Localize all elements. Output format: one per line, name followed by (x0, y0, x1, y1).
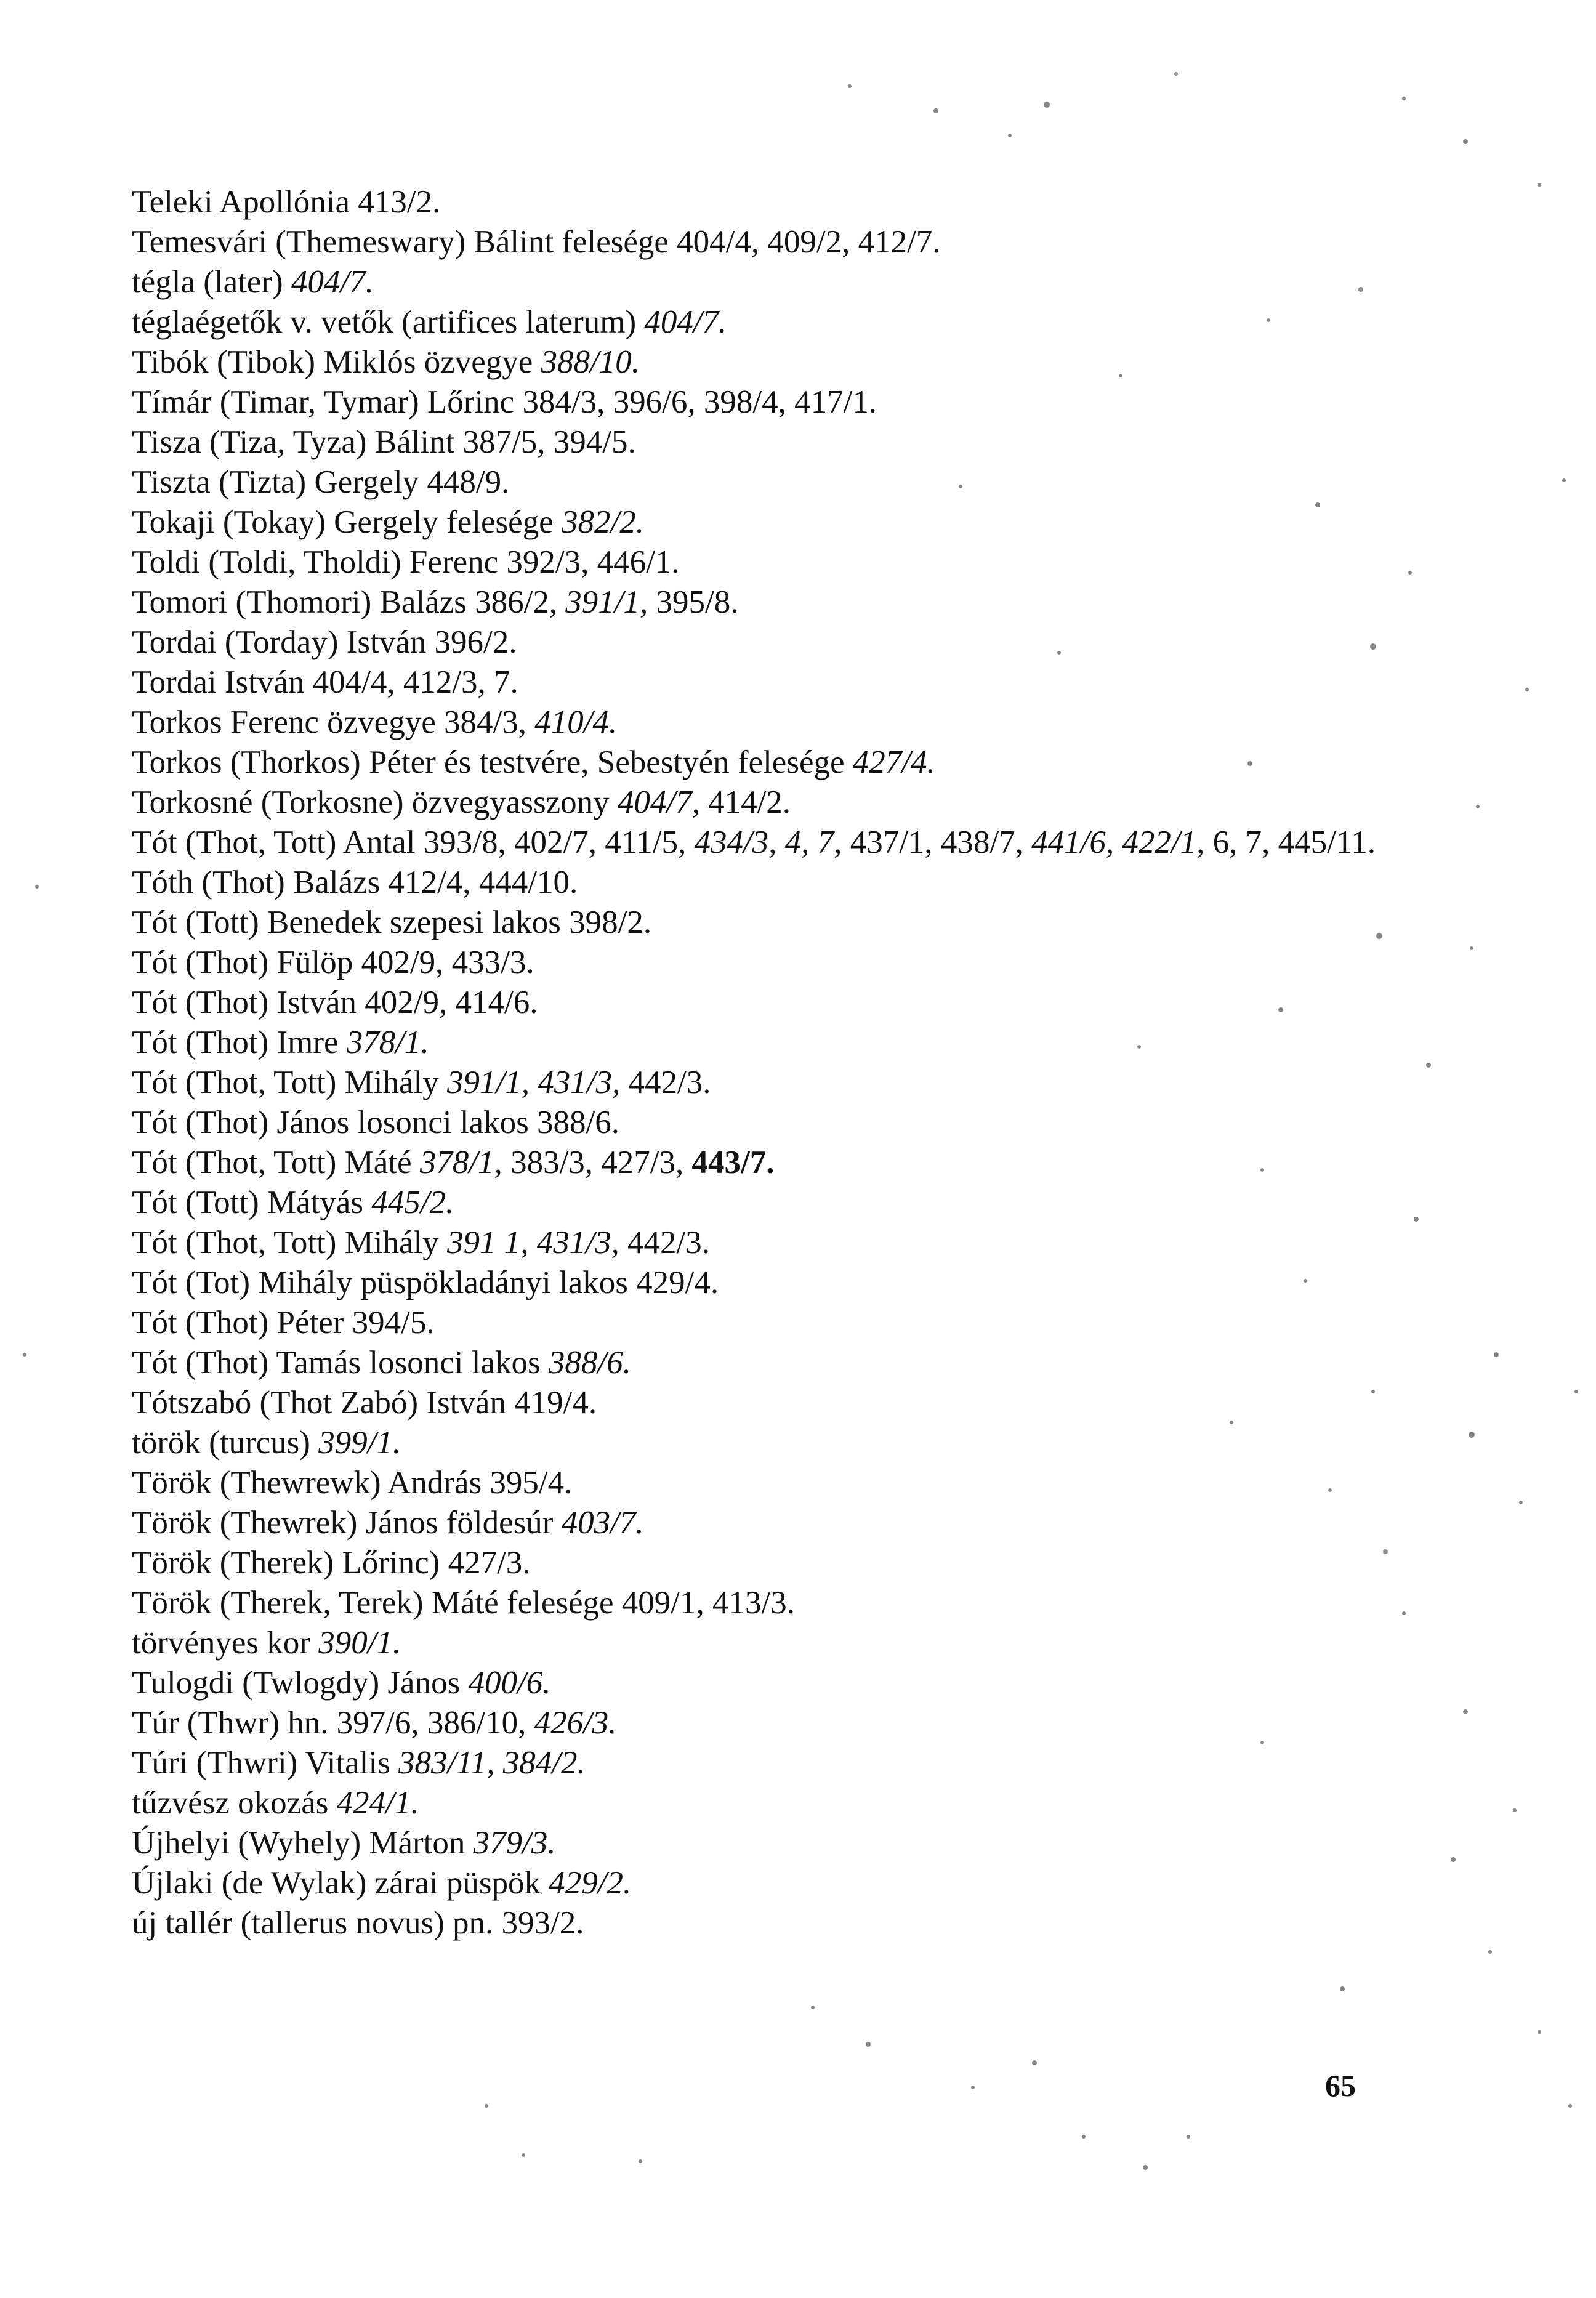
index-entry-segment: Tót (Thot) János losonci lakos 388/6. (132, 1105, 619, 1140)
index-entry (132, 1103, 1419, 1143)
index-entry (132, 1543, 1419, 1583)
index-entry-segment: 434/3, 4, 7, (694, 824, 842, 860)
index-entry-segment: 429/2. (549, 1865, 632, 1901)
index-entry (132, 1223, 1419, 1263)
index-entry-segment: 399/1. (318, 1425, 401, 1461)
index-entry-segment: Toldi (Toldi, Tholdi) Ferenc 392/3, 446/1. (132, 544, 680, 580)
index-entry (132, 1703, 1419, 1743)
index-entry-segment: 410/4. (534, 704, 618, 740)
index-entry (132, 903, 1419, 943)
index-entry-segment: Török (Thewrewk) András 395/4. (132, 1465, 573, 1501)
index-entry (132, 663, 1419, 703)
index-entry (132, 1663, 1419, 1703)
index-entry-segment: Tokaji (Tokay) Gergely felesége (132, 504, 562, 540)
index-entry-segment: tégla (later) (132, 264, 291, 300)
index-entry-segment: 442/3. (620, 1065, 711, 1100)
index-entry-segment: Tibók (Tibok) Miklós özvegye (132, 344, 541, 380)
index-entry-segment: tűzvész okozás (132, 1785, 337, 1821)
index-entry-segment: 6, 7, 445/11. (1204, 824, 1376, 860)
index-entry (132, 502, 1419, 542)
index-entry-segment: Tót (Thot) Fülöp 402/9, 433/3. (132, 945, 534, 980)
index-entry (132, 1383, 1419, 1423)
index-entry (132, 1183, 1419, 1223)
page-number: 65 (1325, 2068, 1356, 2103)
index-entry (132, 703, 1419, 743)
index-entry (132, 1463, 1419, 1503)
index-entry (132, 1303, 1419, 1343)
index-entry-segment: 403/7. (561, 1505, 644, 1541)
index-entry-segment: Túri (Thwri) Vitalis (132, 1745, 399, 1781)
index-entry-segment: 442/3. (619, 1225, 710, 1260)
index-entry-segment: 426/3. (534, 1705, 617, 1741)
index-entry-segment: Torkosné (Torkosne) özvegyasszony (132, 784, 618, 820)
index-entry (132, 222, 1419, 262)
index-entry-segment: 382/2. (561, 504, 644, 540)
index-entry-segment: Tiszta (Tizta) Gergely 448/9. (132, 464, 510, 500)
index-entry-segment: Újlaki (de Wylak) zárai püspök (132, 1865, 549, 1901)
index-entry-segment: 395/8. (648, 584, 739, 620)
index-entry-segment: Tót (Tott) Benedek szepesi lakos 398/2. (132, 905, 652, 940)
index-entry-segment: Túr (Thwr) hn. 397/6, 386/10, (132, 1705, 534, 1741)
index-entry (132, 983, 1419, 1023)
index-entry (132, 382, 1419, 422)
index-entry-segment: Torkos Ferenc özvegye 384/3, (132, 704, 535, 740)
index-entry (132, 302, 1419, 342)
index-entry-segment: Tót (Thot) Imre (132, 1025, 347, 1060)
index-entry (132, 1263, 1419, 1303)
index-entry (132, 863, 1419, 903)
index-entry (132, 1423, 1419, 1463)
index-entry-segment: Tótszabó (Thot Zabó) István 419/4. (132, 1385, 597, 1421)
index-entry-segment: Tót (Thot) Tamás losonci lakos (132, 1345, 549, 1381)
index-entry (132, 943, 1419, 983)
index-entry (132, 1863, 1419, 1903)
index-entry (132, 783, 1419, 823)
index-entry (132, 1583, 1419, 1623)
index-entry-segment: 391/1, 431/3, (447, 1065, 621, 1100)
index-entry-segment: 388/6. (548, 1345, 631, 1381)
index-entry-list (132, 182, 1419, 1943)
index-entry-segment: 378/1, (419, 1145, 502, 1180)
index-entry (132, 1783, 1419, 1823)
index-entry-segment: Tóth (Thot) Balázs 412/4, 444/10. (132, 865, 578, 900)
index-entry (132, 1503, 1419, 1543)
index-entry (132, 182, 1419, 222)
index-entry-segment: 383/11, 384/2. (398, 1745, 586, 1781)
index-entry-segment: Tót (Thot, Tott) Mihály (132, 1065, 448, 1100)
index-entry (132, 1023, 1419, 1063)
index-entry-segment: 391/1, (565, 584, 648, 620)
index-entry (132, 1823, 1419, 1863)
index-entry-segment: Tót (Thot) Péter 394/5. (132, 1305, 435, 1340)
index-entry-segment: 445/2. (371, 1185, 454, 1220)
index-entry-segment: Tordai István 404/4, 412/3, 7. (132, 664, 518, 700)
index-entry-segment: 388/10. (541, 344, 640, 380)
index-entry (132, 342, 1419, 382)
index-entry-segment: Tomori (Thomori) Balázs 386/2, (132, 584, 566, 620)
index-entry-segment: Tót (Thot) István 402/9, 414/6. (132, 985, 538, 1020)
index-entry-segment: Tisza (Tiza, Tyza) Bálint 387/5, 394/5. (132, 424, 636, 460)
index-entry-segment: 424/1. (336, 1785, 419, 1821)
index-entry-segment: Temesvári (Themeswary) Bálint felesége 404/4, 409/2, 412/7. (132, 224, 941, 260)
index-entry-segment: Tordai (Torday) István 396/2. (132, 624, 517, 660)
index-entry-segment: 414/2. (699, 784, 791, 820)
index-entry (132, 1143, 1419, 1183)
index-entry-segment: Török (Therek) Lőrinc) 427/3. (132, 1545, 531, 1581)
index-entry-segment: 378/1. (346, 1025, 429, 1060)
index-entry (132, 1623, 1419, 1663)
index-entry-segment: török (turcus) (132, 1425, 319, 1461)
index-entry (132, 583, 1419, 623)
index-entry-segment: Torkos (Thorkos) Péter és testvére, Sebestyén felesége (132, 744, 853, 780)
index-entry-segment: 400/6. (468, 1665, 551, 1701)
index-entry (132, 1903, 1419, 1943)
index-entry-segment: 383/3, 427/3, (502, 1145, 692, 1180)
index-entry-segment: Török (Thewrek) János földesúr (132, 1505, 562, 1541)
index-entry-segment: 379/3. (473, 1825, 556, 1861)
index-entry (132, 462, 1419, 502)
index-entry-segment: Tót (Thot, Tott) Máté (132, 1145, 420, 1180)
index-entry-segment: téglaégetők v. vetők (artifices laterum) (132, 304, 645, 340)
index-entry-segment: Tót (Tot) Mihály püspökladányi lakos 429/4. (132, 1265, 719, 1300)
index-entry (132, 262, 1419, 302)
index-entry-segment: Tulogdi (Twlogdy) János (132, 1665, 469, 1701)
index-entry-segment: 443/7. (691, 1145, 775, 1180)
index-entry-segment: Tót (Tott) Mátyás (132, 1185, 372, 1220)
index-entry (132, 1343, 1419, 1383)
index-entry-segment: 437/1, 438/7, (842, 824, 1032, 860)
index-entry-segment: új tallér (tallerus novus) pn. 393/2. (132, 1905, 584, 1941)
index-entry-segment: Tót (Thot, Tott) Antal 393/8, 402/7, 411/5, (132, 824, 695, 860)
index-entry-segment: 427/4. (852, 744, 935, 780)
index-entry (132, 542, 1419, 583)
index-entry-segment: 404/7. (644, 304, 727, 340)
index-entry (132, 743, 1419, 783)
index-entry (132, 422, 1419, 462)
index-entry (132, 623, 1419, 663)
index-entry-segment: Török (Therek, Terek) Máté felesége 409/1, 413/3. (132, 1585, 796, 1621)
index-entry (132, 1743, 1419, 1783)
index-entry-segment: Tót (Thot, Tott) Mihály (132, 1225, 448, 1260)
index-entry-segment: 390/1. (318, 1625, 401, 1661)
index-entry-segment: 441/6, 422/1, (1031, 824, 1205, 860)
index-entry (132, 823, 1396, 863)
index-entry-segment: 391 1, 431/3, (447, 1225, 619, 1260)
index-entry-segment: Tímár (Timar, Tymar) Lőrinc 384/3, 396/6, 398/4, 417/1. (132, 384, 877, 420)
index-entry-segment: 404/7, (617, 784, 700, 820)
index-entry-segment: 404/7. (291, 264, 374, 300)
index-entry (132, 1063, 1419, 1103)
index-entry-segment: Újhelyi (Wyhely) Márton (132, 1825, 474, 1861)
index-entry-segment: Teleki Apollónia 413/2. (132, 184, 441, 220)
index-entry-segment: törvényes kor (132, 1625, 319, 1661)
